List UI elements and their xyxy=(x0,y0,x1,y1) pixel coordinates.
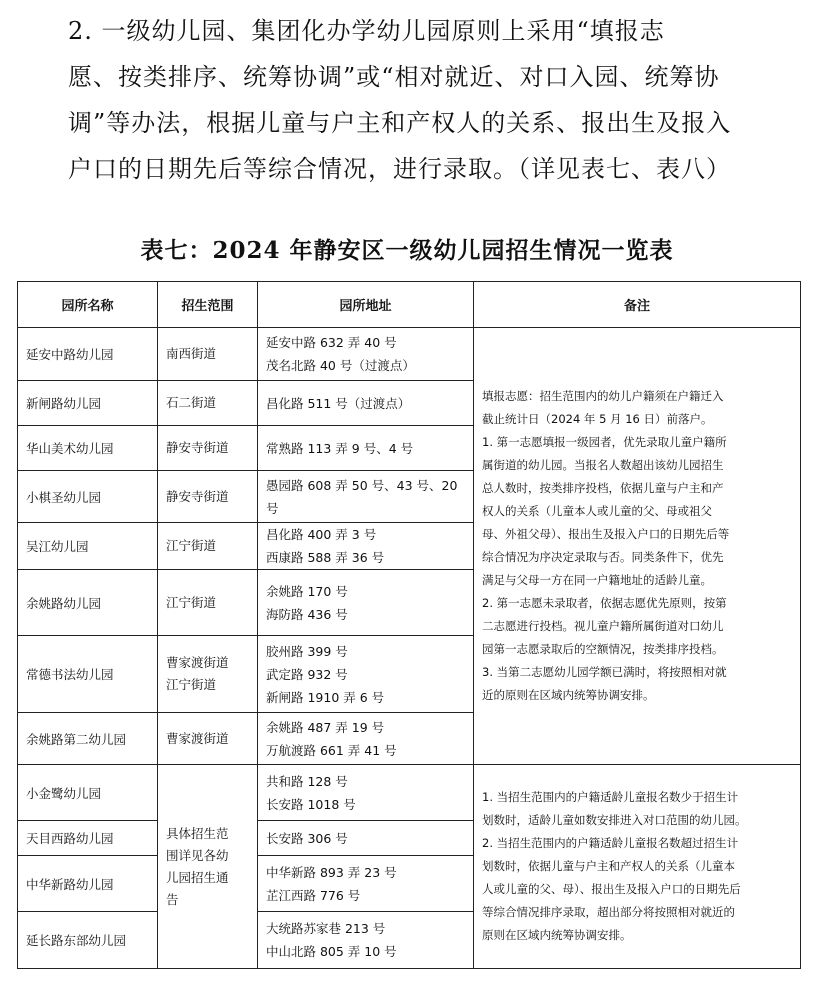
address-cell xyxy=(258,570,474,636)
address-cell xyxy=(258,471,474,523)
enrollment-scope-cell xyxy=(158,765,258,969)
kindergarten-name-cell: 新闸路幼儿园 xyxy=(18,381,158,426)
cell-line: 西康路 588 弄 36 号 xyxy=(266,550,385,565)
cell-line: 静安寺街道 xyxy=(166,488,229,504)
kindergarten-name-cell: 天目西路幼儿园 xyxy=(18,821,158,856)
cell-line: 号 xyxy=(266,500,279,516)
cell-line: 总人数时，按类排序投档，依据儿童与户主和产 xyxy=(482,481,724,495)
address-cell xyxy=(258,523,474,570)
cell-line: 万航渡路 661 弄 41 号 xyxy=(266,742,397,758)
cell-line: 2. 第一志愿未录取者，依据志愿优先原则，按第 xyxy=(482,596,727,610)
intro-paragraph xyxy=(68,8,748,192)
kindergarten-name-cell: 吴江幼儿园 xyxy=(18,523,158,570)
cell-line: 划数时，适龄儿童如数安排进入对口范围的幼儿园。 xyxy=(482,813,747,827)
cell-line: 江宁街道 xyxy=(166,538,217,553)
cell-line: 昌化路 400 弄 3 号 xyxy=(266,527,377,542)
enrollment-scope-cell xyxy=(158,636,258,713)
cell-line: 中华新路 893 弄 23 号 xyxy=(266,864,397,880)
cell-line: 填报志愿：招生范围内的幼儿户籍须在户籍迁入 xyxy=(482,389,724,403)
cell-line: 武定路 932 号 xyxy=(266,666,348,682)
intro-line: 2. 一级幼儿园、集团化办学幼儿园原则上采用“填报志 xyxy=(68,17,665,45)
cell-line: 满足与父母一方在同一户籍地址的适龄儿童。 xyxy=(482,573,712,587)
cell-line: 等综合情况排序录取，超出部分将按照相对就近的 xyxy=(482,905,735,919)
cell-line: 茂名北路 40 号（过渡点） xyxy=(266,358,415,373)
kindergarten-name-cell: 余姚路幼儿园 xyxy=(18,570,158,636)
table-title: 表七：2024 年静安区一级幼儿园招生情况一览表 xyxy=(140,237,674,264)
header-remarks: 备注 xyxy=(474,282,801,328)
cell-line: 江宁街道 xyxy=(166,594,217,610)
cell-line: 芷江西路 776 号 xyxy=(266,887,361,903)
cell-line: 二志愿进行投档。视儿童户籍所属街道对口幼儿 xyxy=(482,619,724,633)
cell-line: 胶州路 399 号 xyxy=(266,643,348,659)
cell-line: 1. 第一志愿填报一级园者，优先录取儿童户籍所 xyxy=(482,435,727,449)
intro-line: 户口的日期先后等综合情况，进行录取。（详见表七、表八） xyxy=(68,155,731,183)
remarks-cell xyxy=(474,328,801,765)
cell-line: 昌化路 511 号（过渡点） xyxy=(266,395,411,411)
cell-line: 围详见各幼 xyxy=(166,847,229,863)
cell-line: 江宁街道 xyxy=(166,677,217,692)
cell-line: 长安路 1018 号 xyxy=(266,796,356,812)
table-row xyxy=(18,328,801,381)
enrollment-scope-cell xyxy=(158,471,258,523)
cell-line: 属街道的幼儿园。当报名人数超出该幼儿园招生 xyxy=(482,458,724,472)
enrollment-scope-cell xyxy=(158,523,258,570)
address-cell xyxy=(258,821,474,856)
cell-line: 截止统计日（2024 年 5 月 16 日）前落户。 xyxy=(482,412,713,426)
cell-line: 愚园路 608 弄 50 号、43 号、20 xyxy=(266,477,458,493)
cell-line: 告 xyxy=(166,891,179,907)
cell-line: 2. 当招生范围内的户籍适龄儿童报名数超过招生计 xyxy=(482,836,739,850)
cell-line: 曹家渡街道 xyxy=(166,655,229,670)
header-enrollment-scope: 招生范围 xyxy=(158,282,258,328)
address-cell xyxy=(258,636,474,713)
kindergarten-name-cell: 常德书法幼儿园 xyxy=(18,636,158,713)
cell-line: 大统路苏家巷 213 号 xyxy=(266,921,386,936)
intro-line: 调”等办法，根据儿童与户主和产权人的关系、报出生及报入 xyxy=(68,109,732,137)
cell-line: 儿园招生通 xyxy=(166,869,229,885)
cell-line: 余姚路 170 号 xyxy=(266,583,348,599)
cell-line: 原则在区域内统筹协调安排。 xyxy=(482,928,632,942)
enrollment-scope-cell xyxy=(158,713,258,765)
cell-line: 海防路 436 号 xyxy=(266,606,348,622)
table-header-row xyxy=(18,282,801,328)
header-address: 园所地址 xyxy=(258,282,474,328)
intro-line: 愿、按类排序、统筹协调”或“相对就近、对口入园、统筹协 xyxy=(68,63,720,91)
cell-line: 曹家渡街道 xyxy=(166,730,229,746)
enrollment-scope-cell xyxy=(158,426,258,471)
cell-line: 静安寺街道 xyxy=(166,440,229,455)
cell-line: 综合情况为序决定录取与否。同类条件下，优先 xyxy=(482,550,724,564)
enrollment-table xyxy=(17,281,801,969)
kindergarten-name-cell: 余姚路第二幼儿园 xyxy=(18,713,158,765)
enrollment-scope-cell xyxy=(158,328,258,381)
address-cell xyxy=(258,912,474,969)
address-cell xyxy=(258,426,474,471)
kindergarten-name-cell: 延长路东部幼儿园 xyxy=(18,912,158,969)
cell-line: 权人的关系（儿童本人或儿童的父、母或祖父 xyxy=(482,504,712,518)
cell-line: 延安中路 632 弄 40 号 xyxy=(266,335,397,350)
kindergarten-name-cell: 小棋圣幼儿园 xyxy=(18,471,158,523)
cell-line: 余姚路 487 弄 19 号 xyxy=(266,719,385,735)
cell-line: 长安路 306 号 xyxy=(266,830,348,846)
cell-line: 常熟路 113 弄 9 号、4 号 xyxy=(266,440,414,456)
cell-line: 具体招生范 xyxy=(166,825,229,841)
enrollment-scope-cell xyxy=(158,570,258,636)
cell-line: 共和路 128 号 xyxy=(266,773,348,789)
cell-line: 3. 当第二志愿幼儿园学额已满时，将按照相对就 xyxy=(482,665,727,679)
kindergarten-name-cell: 小金鹭幼儿园 xyxy=(18,765,158,821)
cell-line: 划数时，依据儿童与户主和产权人的关系（儿童本 xyxy=(482,859,735,873)
address-cell xyxy=(258,713,474,765)
header-kindergarten-name: 园所名称 xyxy=(18,282,158,328)
cell-line: 近的原则在区域内统筹协调安排。 xyxy=(482,688,655,702)
cell-line: 园第一志愿录取后的空额情况，按类排序投档。 xyxy=(482,642,724,656)
cell-line: 中山北路 805 弄 10 号 xyxy=(266,944,397,959)
cell-line: 1. 当招生范围内的户籍适龄儿童报名数少于招生计 xyxy=(482,790,739,804)
cell-line: 南西街道 xyxy=(166,346,217,361)
address-cell xyxy=(258,328,474,381)
kindergarten-name-cell: 延安中路幼儿园 xyxy=(18,328,158,381)
address-cell xyxy=(258,765,474,821)
remarks-cell xyxy=(474,765,801,969)
kindergarten-name-cell: 中华新路幼儿园 xyxy=(18,856,158,912)
cell-line: 人或儿童的父、母）、报出生及报入户口的日期先后 xyxy=(482,882,741,896)
cell-line: 母、外祖父母）、报出生及报入户口的日期先后等 xyxy=(482,527,730,541)
address-cell xyxy=(258,381,474,426)
kindergarten-name-cell: 华山美术幼儿园 xyxy=(18,426,158,471)
cell-line: 新闸路 1910 弄 6 号 xyxy=(266,689,385,705)
cell-line: 石二街道 xyxy=(166,395,217,410)
table-row xyxy=(18,765,801,821)
address-cell xyxy=(258,856,474,912)
enrollment-scope-cell xyxy=(158,381,258,426)
